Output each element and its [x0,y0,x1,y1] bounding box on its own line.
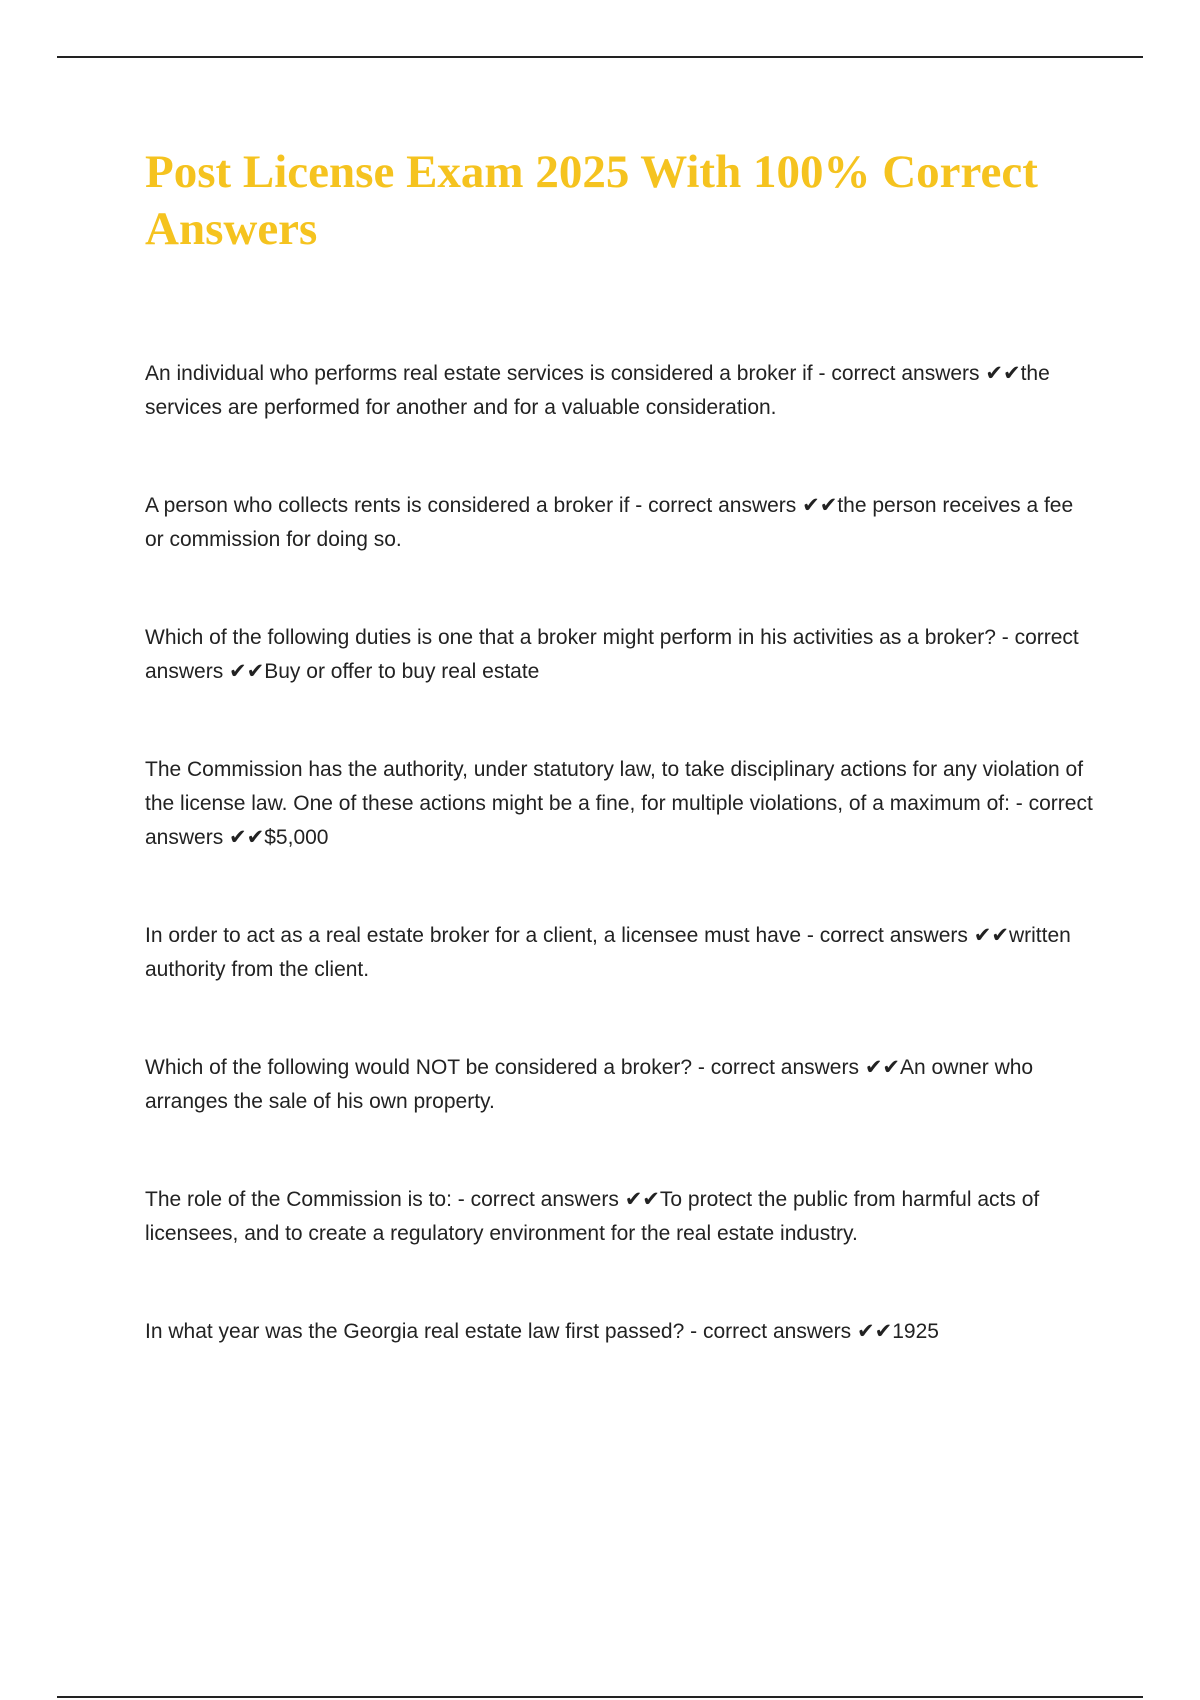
answer-marker: correct answers [819,924,968,947]
question-text: The Commission has the authority, under statutory law, to take disciplinary actions for any violation of the license law. One of these actions might be a fine, for multiple violations, of a maximum of: [145,758,1084,815]
question-text: A person who collects rents is considered a broker if [145,494,630,517]
answer-text: the services are performed for another and for a valuable consideration. [145,362,1050,419]
question-text: The role of the Commission is to: [145,1188,452,1211]
check-mark-icon: ✔✔ [985,362,1021,385]
check-mark-icon: ✔✔ [973,924,1009,947]
qa-list [145,357,1095,1413]
answer-marker: correct answers [145,792,1093,849]
question-text: In what year was the Georgia real estate law first passed? [145,1320,685,1343]
top-rule [57,56,1143,58]
answer-marker: correct answers [470,1188,619,1211]
check-mark-icon: ✔✔ [229,826,265,849]
answer-marker: correct answers [702,1320,852,1343]
qa-item-8: In what year was the Georgia real estate law first passed? - correct answers ✔✔1925 [145,1320,939,1343]
question-text: In order to act as a real estate broker for a client, a licensee must have [145,924,802,947]
qa-item-2: A person who collects rents is considered a broker if - correct answers ✔✔the person receives a fee or commission for doing so. [145,494,1074,551]
check-mark-icon: ✔✔ [624,1188,660,1211]
qa-item-5: In order to act as a real estate broker for a client, a licensee must have - correct answers ✔✔written authority from the client. [145,924,1071,981]
question-text: Which of the following duties is one that a broker might perform in his activities as a broker? [145,626,996,649]
check-mark-icon: ✔✔ [229,660,265,683]
answer-text: An owner who arranges the sale of his own property. [145,1056,1034,1113]
question-text: Which of the following would NOT be considered a broker? [145,1056,693,1079]
answer-text: the person receives a fee or commission for doing so. [145,494,1074,551]
answer-text: To protect the public from harmful acts of licensees, and to create a regulatory environment for the real estate industry. [145,1188,1040,1245]
question-text: An individual who performs real estate services is considered a broker if [145,362,813,385]
bottom-rule [57,1696,1143,1698]
answer-marker: correct answers [710,1056,859,1079]
qa-item-7: The role of the Commission is to: - correct answers ✔✔To protect the public from harmful acts of licensees, and to create a regulatory environment for the real estate industry. [145,1188,1040,1245]
document-title: Post License Exam 2025 With 100% Correct Answers [145,146,1038,255]
check-mark-icon: ✔✔ [864,1056,901,1079]
answer-text: $5,000 [264,826,329,849]
answer-marker: correct answers [831,362,980,385]
answer-marker: correct answers [145,626,1079,683]
answer-text: Buy or offer to buy real estate [264,660,540,683]
qa-item-6: Which of the following would NOT be considered a broker? - correct answers ✔✔An owner who arranges the sale of his own property. [145,1056,1034,1113]
qa-item-1: An individual who performs real estate services is considered a broker if - correct answers ✔✔the services are performed for another and for a valuable consideration. [145,362,1050,419]
qa-item-4: The Commission has the authority, under statutory law, to take disciplinary actions for any violation of the license law. One of these actions might be a fine, for multiple violations, of a maximum of: - correct answers ✔✔$5,000 [145,758,1093,849]
check-mark-icon: ✔✔ [802,494,838,517]
answer-text: written authority from the client. [145,924,1071,981]
answer-marker: correct answers [648,494,797,517]
qa-item-3: Which of the following duties is one that a broker might perform in his activities as a broker? - correct answers ✔✔Buy or offer to buy real estate [145,626,1079,683]
answer-text: 1925 [892,1320,939,1343]
check-mark-icon: ✔✔ [857,1320,893,1343]
